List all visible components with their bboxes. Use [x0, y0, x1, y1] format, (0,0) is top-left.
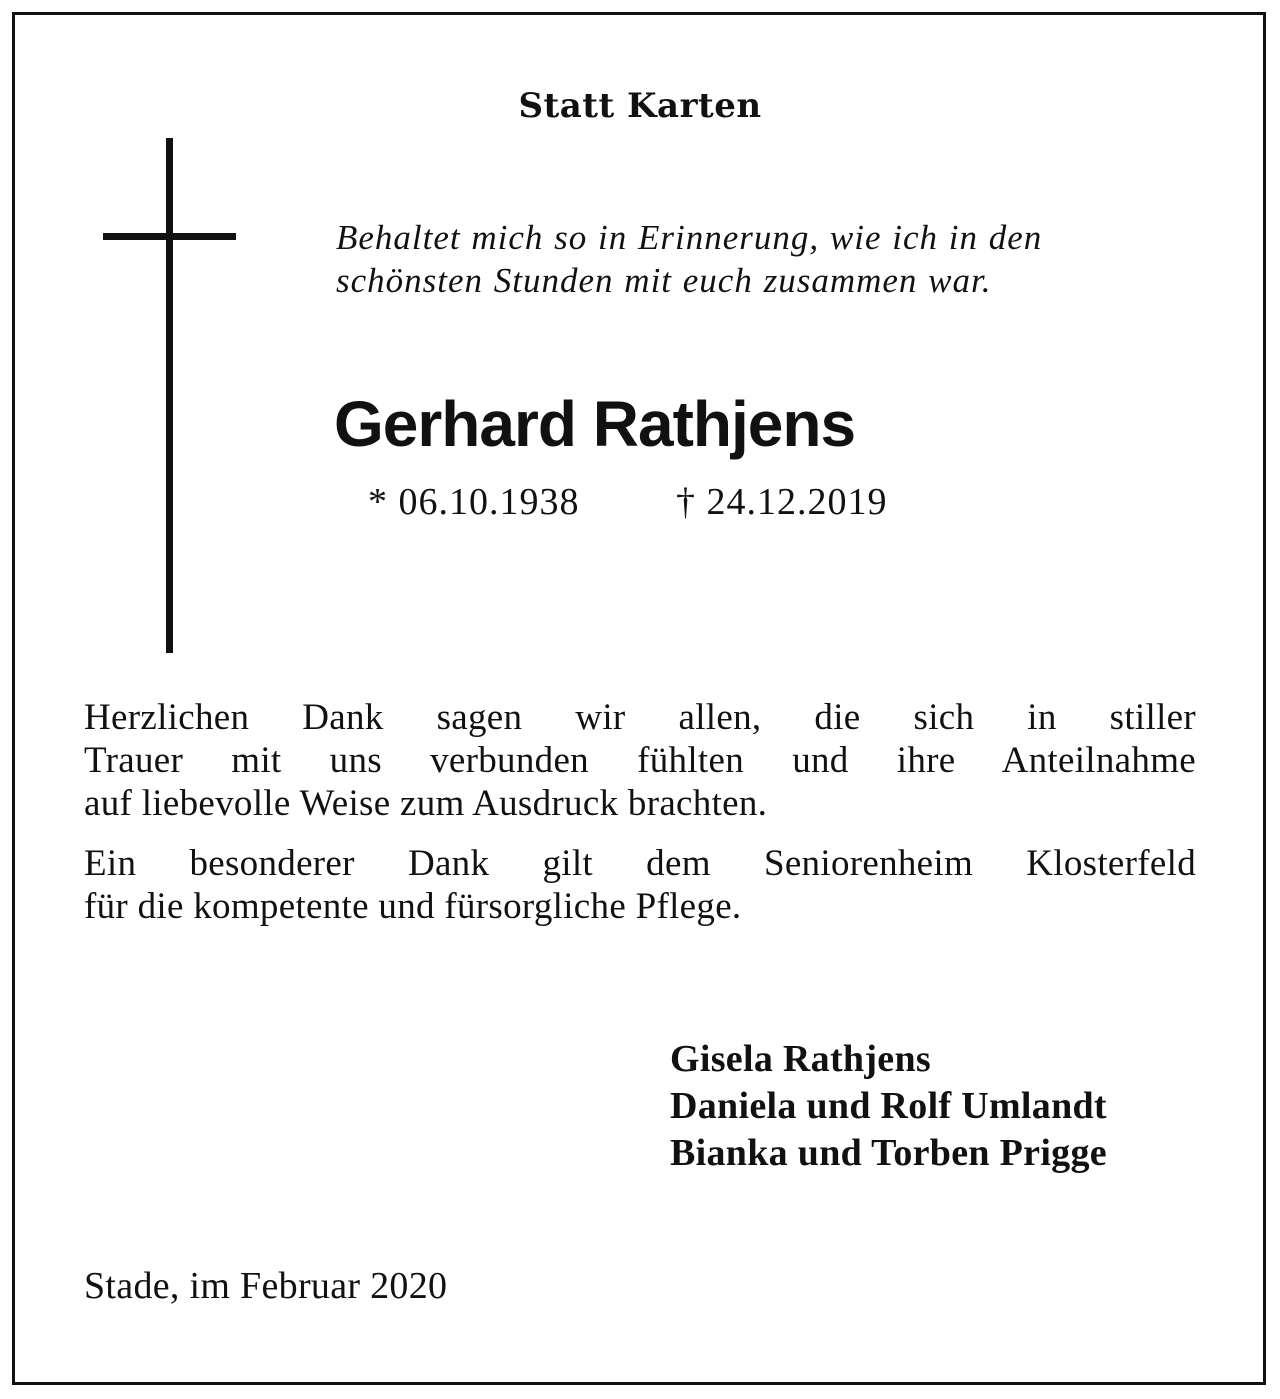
paragraph-line: Trauer mit uns verbunden fühlten und ihre Anteilnahme — [84, 740, 1196, 781]
cross-horizontal-bar — [103, 233, 236, 240]
death-date: † 24.12.2019 — [676, 481, 888, 523]
thanks-paragraph-1 — [84, 696, 1196, 825]
signature-name: Daniela und Rolf Umlandt — [670, 1085, 1107, 1127]
thanks-paragraph-2 — [84, 842, 1196, 928]
paragraph-line: Herzlichen Dank sagen wir allen, die sich in stiller — [84, 697, 1196, 738]
quote-line: schönsten Stunden mit euch zusammen war. — [336, 261, 992, 300]
signature-name: Bianka und Torben Prigge — [670, 1132, 1107, 1174]
notice-heading: Statt Karten — [518, 86, 762, 126]
deceased-name: Gerhard Rathjens — [334, 388, 856, 460]
quote-line: Behaltet mich so in Erinnerung, wie ich in den — [336, 218, 1043, 257]
birth-date: * 06.10.1938 — [368, 481, 580, 523]
signatures — [670, 1036, 1107, 1177]
place-and-date: Stade, im Februar 2020 — [84, 1265, 448, 1307]
paragraph-line: für die kompetente und fürsorgliche Pflege. — [84, 886, 742, 927]
memorial-quote — [336, 216, 1216, 302]
cross-vertical-bar — [166, 138, 173, 653]
paragraph-line: auf liebevolle Weise zum Ausdruck brachten. — [84, 783, 768, 824]
signature-name: Gisela Rathjens — [670, 1038, 931, 1080]
paragraph-line: Ein besonderer Dank gilt dem Seniorenheim Klosterfeld — [84, 843, 1196, 884]
